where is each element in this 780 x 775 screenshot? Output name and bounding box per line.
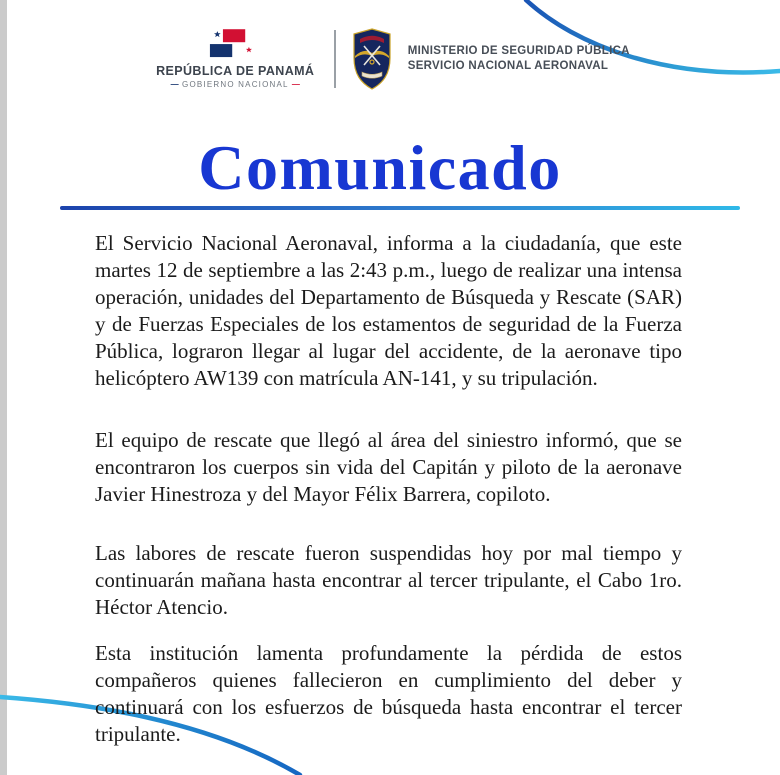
paragraph-2: El equipo de rescate que llegó al área del siniestro informó, que se encontraron los cuerpos sin vida del Capitán y piloto de la aeronave Javier Hinestroza y del Mayor Félix Barrera, copiloto. xyxy=(95,428,682,506)
header xyxy=(0,28,780,90)
header-divider xyxy=(334,30,336,88)
paragraph-3: Las labores de rescate fueron suspendidas hoy por mal tiempo y continuarán mañana hasta encontrar al tercer tripulante, el Cabo 1ro. Héctor Atencio. xyxy=(95,541,682,619)
paragraph-1: El Servicio Nacional Aeronaval, informa a la ciudadanía, que este martes 12 de septiembre a las 2:43 p.m., luego de realizar una intensa operación, unidades del Departamento de Búsqueda y Rescate (SAR) y de Fuerzas Especiales de los estamentos de seguridad de la Fuerza Pública, lograron llegar al lugar del accidente, de la aeronave tipo helicóptero AW139 con matrícula AN-141, y su tripulación. xyxy=(95,231,682,390)
scan-edge-strip xyxy=(0,0,7,775)
title-rule xyxy=(60,206,740,210)
panama-government-logo xyxy=(150,29,320,89)
republic-title: REPÚBLICA DE PANAMÁ xyxy=(156,64,315,78)
subtitle-dash-right: — xyxy=(291,80,300,89)
senan-crest-icon xyxy=(350,28,394,90)
government-subtitle-text: GOBIERNO NACIONAL xyxy=(182,80,289,89)
panama-flag-icon xyxy=(209,29,261,61)
subtitle-dash-left: — xyxy=(170,80,179,89)
ministry-title-block xyxy=(408,44,630,74)
government-subtitle xyxy=(150,80,320,89)
ministry-line1: MINISTERIO DE SEGURIDAD PÚBLICA xyxy=(407,45,630,58)
paragraph-4: Esta institución lamenta profundamente la pérdida de estos compañeros quienes fallecieron en cumplimiento del deber y continuará con los esfuerzos de búsqueda hasta encontrar el tercer tripulante. xyxy=(95,641,682,746)
page-title: Comunicado xyxy=(198,132,562,203)
ministry-line2: SERVICIO NACIONAL AERONAVAL xyxy=(407,60,609,72)
